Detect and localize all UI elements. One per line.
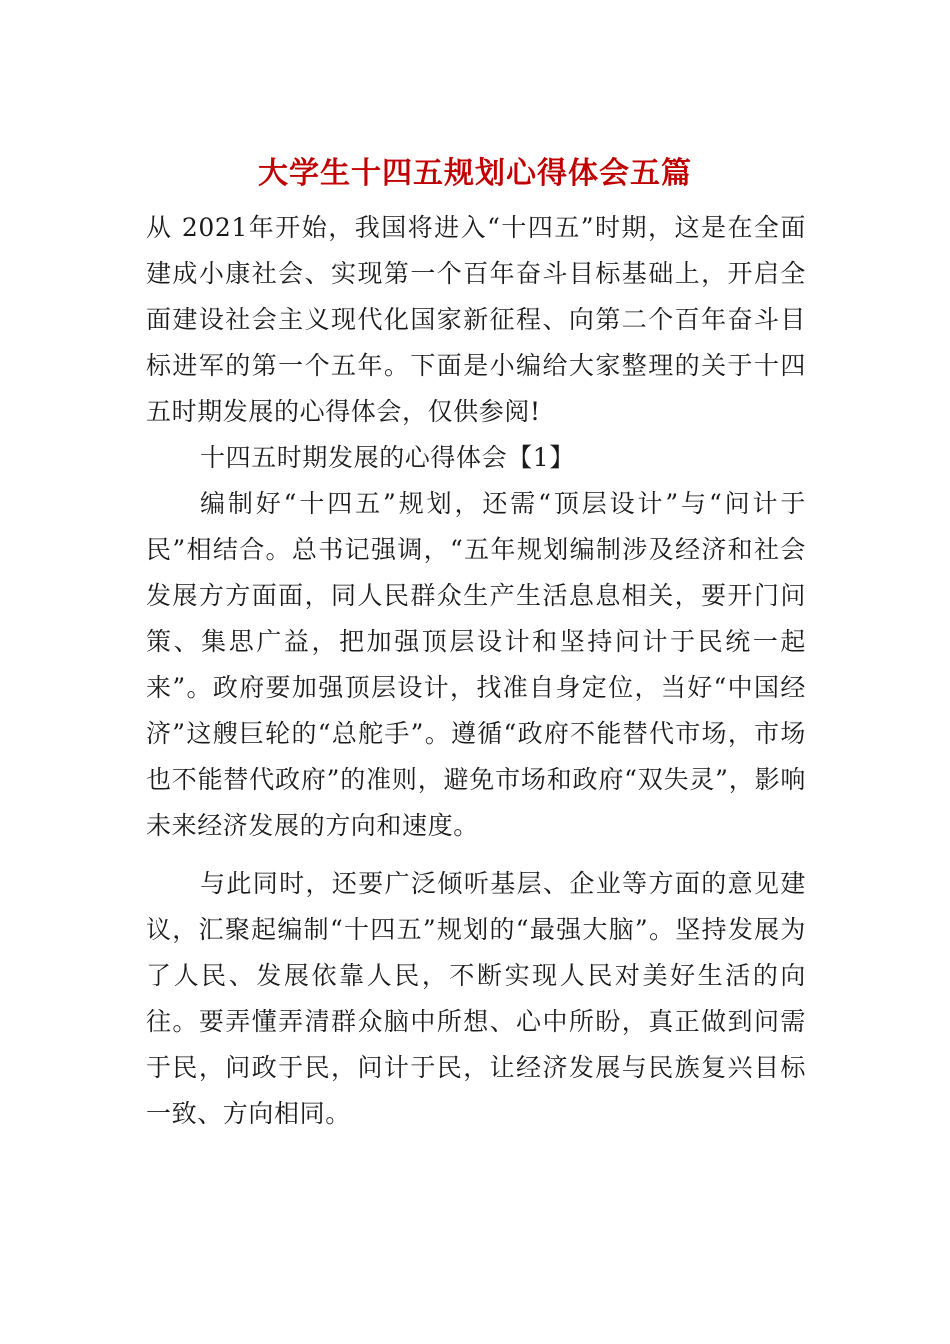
document-title: 大学生十四五规划心得体会五篇 (258, 156, 692, 191)
section-heading: 十四五时期发展的心得体会【1】 (200, 443, 575, 472)
body-paragraph-1: 编制好“十四五”规划，还需“顶层设计”与“问计于民”相结合。总书记强调，“五年规划编制涉及经济和社会发展方方面面，同人民群众生产生活息息相关，要开门问策、集思广益，把加强顶层设计和坚持问计于民统一起来”。政府要加强顶层设计，找准自身定位，当好“中国经济”这艘巨轮的“总舵手”。遵循“政府不能替代市场，市场也不能替代政府”的准则，避免市场和政府“双失灵”，影响未来经济发展的方向和速度。 (146, 489, 806, 840)
document-body (146, 205, 806, 1137)
body-paragraph-2: 与此同时，还要广泛倾听基层、企业等方面的意见建议，汇聚起编制“十四五”规划的“最强大脑”。坚持发展为了人民、发展依靠人民，不断实现人民对美好生活的向往。要弄懂弄清群众脑中所想、心中所盼，真正做到问需于民，问政于民，问计于民，让经济发展与民族复兴目标一致、方向相同。 (146, 869, 806, 1128)
paragraph-spacer (146, 849, 806, 861)
intro-paragraph: 从 2021年开始，我国将进入“十四五”时期，这是在全面建成小康社会、实现第一个百年奋斗目标基础上，开启全面建设社会主义现代化国家新征程、向第二个百年奋斗目标进军的第一个五年。下面是小编给大家整理的关于十四五时期发展的心得体会，仅供参阅! (146, 213, 806, 426)
